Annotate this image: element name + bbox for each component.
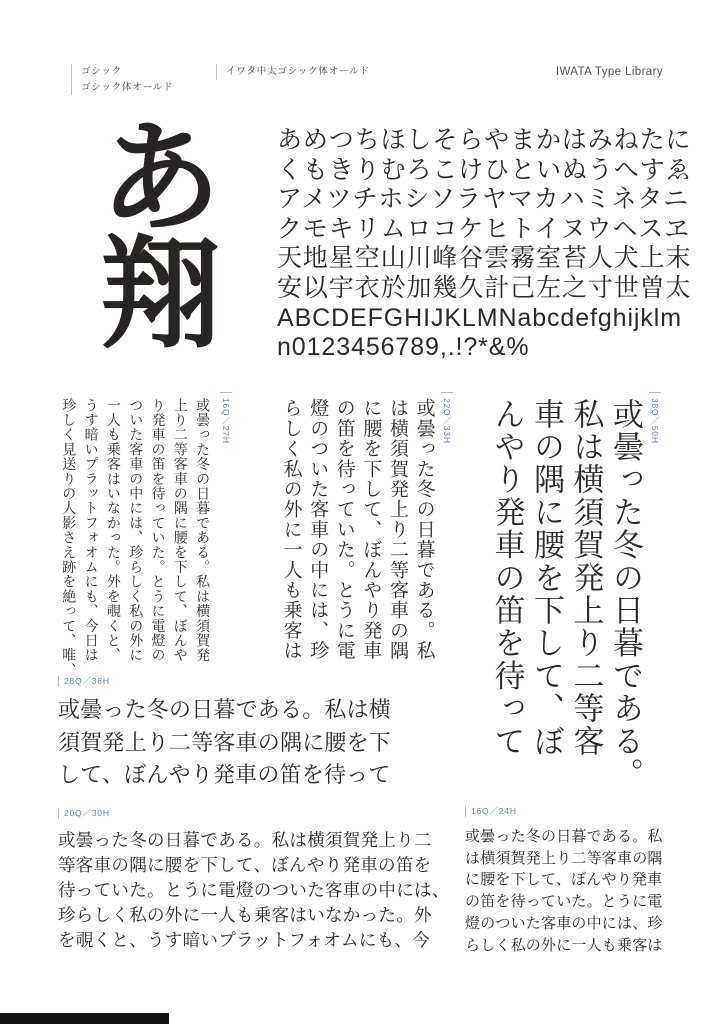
charset-line: 安以宇衣於加幾久計己左之寸世曽太 [277,273,692,302]
vertical-column: り発車の笛を待っていた。とうに電燈の [150,398,167,663]
font-name-label [216,64,370,80]
charset-line: くもきりむろこけひといぬうへすゑ [277,155,692,184]
page-edge-bar [0,1013,169,1024]
charset-line: 天地星空山川峰谷雲霧室苔人犬上末 [277,244,692,273]
specimen-line: 珍らしく私の外に一人も乗客はいなかった。外 [58,905,432,925]
category-line-1: ゴシック [81,66,123,77]
vertical-column: 或曇った冬の日暮である。 [608,398,643,791]
vertical-column: 珍しく見送りの人影さえ跡を絶って、唯、 [61,398,78,678]
display-char-a: あ [100,110,222,246]
vertical-column: 一人も乗客はいなかった。外を覗くと、 [105,398,122,663]
specimen-line: の笛を待っていた。とうに電 [465,893,663,911]
vertical-specimen-22q [277,398,437,670]
size-label-16q27h: 16Q／27H [220,392,232,444]
vertical-column: 或曇った冬の日暮である。私 [413,398,435,661]
vertical-specimen-38q [487,398,645,798]
horizontal-specimen-20q [58,828,450,953]
specimen-line: 或曇った冬の日暮である。私は横 [58,697,392,722]
specimen-line: 或曇った冬の日暮である。私 [465,828,663,845]
size-label-28q38h: 28Q／38H [58,676,110,687]
vertical-column: 私は横須賀発上り二等客 [568,398,604,758]
vertical-column: 上り二等客車の隅に腰を下して、ぼんや [172,398,189,663]
specimen-line: 或曇った冬の日暮である。私は横須賀発上り二 [58,830,432,850]
vertical-column: は横須賀発上り二等客車の隅 [386,398,408,661]
vertical-column: 或曇った冬の日暮である。私は横須賀発 [195,398,212,663]
specimen-line: して、ぼんやり発車の笛を待って [58,762,391,787]
vertical-column: 車の隅に腰を下して、ぼ [529,398,564,758]
specimen-line: 等客車の隅に腰を下して、ぼんやり発車の笛を [58,855,432,875]
font-name-text: イワタ中太ゴシック体オールド [226,66,370,77]
specimen-line: 須賀発上り二等客車の隅に腰を下 [58,729,392,755]
vertical-column: らしく私の外に一人も乗客は [280,398,302,661]
specimen-line: は横須賀発上り二等客車の隅 [465,849,663,867]
vertical-column: 燈のついた客車の中には、珍 [307,398,329,661]
vertical-column: んやり発車の笛を待って [489,398,525,758]
vertical-specimen-16q [58,398,214,684]
horizontal-specimen-16q [465,826,663,956]
charset-line: ABCDEFGHIJKLMNabcdefghijklm [277,303,682,332]
character-set [277,126,691,363]
vertical-column: ついた客車の中には、珍らしく私の外に [128,398,145,663]
vertical-column: に腰を下して、ぼんやり発車 [360,398,382,661]
display-char-sho: 翔 [100,226,222,362]
specimen-line: 待っていた。とうに電燈のついた客車の中には、 [58,880,450,900]
category-line-2: ゴシック体オールド [81,81,174,93]
specimen-line: らしく私の外に一人も乗客は [465,936,663,954]
charset-line: あめつちほしそらやまかはみねたに [277,126,692,154]
horizontal-specimen-28q [58,694,391,792]
library-name: IWATA Type Library [555,66,663,78]
vertical-column: うす暗いプラットフォオムにも、今日は [83,398,100,663]
specimen-line: に腰を下して、ぼんやり発車 [465,871,663,889]
display-characters [100,110,222,362]
size-label-16q24h: 16Q／24H [465,806,517,817]
specimen-line: 燈のついた客車の中には、珍 [465,914,663,932]
charset-line: クモキリムロコケヒトイヌウヘスヱ [277,214,691,243]
size-label-20q30h: 20Q／30H [58,808,110,819]
vertical-column: の笛を待っていた。とうに電 [333,398,355,661]
size-label-22q33h: 22Q／33H [441,392,453,444]
charset-line: n0123456789,.!?*&% [277,333,530,362]
size-label-38q50h: 38Q／50H [649,392,661,444]
category-label [71,64,173,95]
charset-line: アメツチホシソラヤマカハミネタニ [277,185,690,214]
specimen-line: を覗くと、うす暗いプラットフォオムにも、今 [58,930,431,950]
